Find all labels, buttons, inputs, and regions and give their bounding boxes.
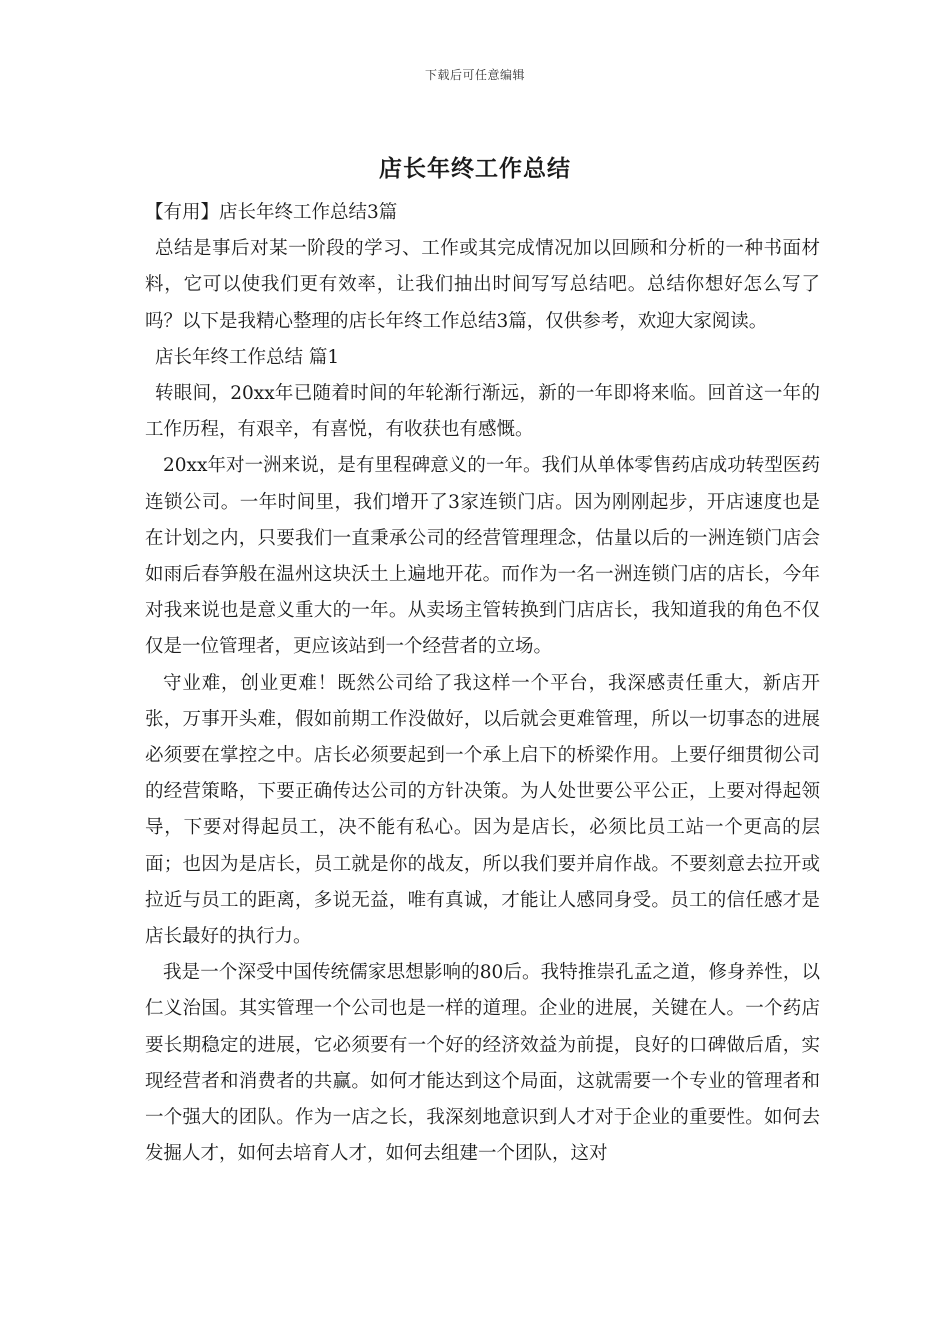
header-note: 下载后可任意编辑 <box>424 68 525 82</box>
body-paragraph: 守业难，创业更难！既然公司给了我这样一个平台，我深感责任重大，新店开张，万事开头难，假如前期工作没做好，以后就会更难管理，所以一切事态的进展必须要在掌控之中。店长必须要起到一个承上启下的桥梁作用。上要仔细贯彻公司的经营策略，下要正确传达公司的方针决策。为人处世要公平公正，上要对得起领导，下要对得起员工，决不能有私心。因为是店长，必须比员工站一个更高的层面；也因为是店长，员工就是你的战友，所以我们要并肩作战。不要刻意去拉开或拉近与员工的距离，多说无益，唯有真诚，才能让人感同身受。员工的信任感才是店长最好的执行力。 <box>145 672 820 948</box>
section-heading: 店长年终工作总结 篇1 <box>155 346 340 368</box>
document-subtitle: 【有用】店长年终工作总结3篇 <box>145 202 398 223</box>
document-body <box>145 195 820 1172</box>
body-paragraph: 20xx年对一洲来说，是有里程碑意义的一年。我们从单体零售药店成功转型医药连锁公司。一年时间里，我们增开了3家连锁门店。因为刚刚起步，开店速度也是在计划之内，只要我们一直秉承公司的经营管理理念，估量以后的一洲连锁门店会如雨后春笋般在温州这块沃土上遍地开花。而作为一名一洲连锁门店的店长，今年对我来说也是意义重大的一年。从卖场主管转换到门店店长，我知道我的角色不仅仅是一位管理者，更应该站到一个经营者的立场。 <box>145 455 820 658</box>
body-paragraph: 转眼间，20xx年已随着时间的年轮渐行渐远，新的一年即将来临。回首这一年的工作历程，有艰辛，有喜悦，有收获也有感慨。 <box>145 383 820 441</box>
body-paragraph: 我是一个深受中国传统儒家思想影响的80后。我特推崇孔孟之道，修身养性，以仁义治国。其实管理一个公司也是一样的道理。企业的进展，关键在人。一个药店要长期稳定的进展，它必须要有一个好的经济效益为前提，良好的口碑做后盾，实现经营者和消费者的共赢。如何才能达到这个局面，这就需要一个专业的管理者和一个强大的团队。作为一店之长，我深刻地意识到人才对于企业的重要性。如何去发掘人才，如何去培育人才，如何去组建一个团队，这对 <box>145 962 820 1165</box>
intro-paragraph: 总结是事后对某一阶段的学习、工作或其完成情况加以回顾和分析的一种书面材料，它可以使我们更有效率，让我们抽出时间写写总结吧。总结你想好怎么写了吗？以下是我精心整理的店长年终工作总结3篇，仅供参考，欢迎大家阅读。 <box>145 238 820 332</box>
document-title: 店长年终工作总结 <box>379 155 571 182</box>
